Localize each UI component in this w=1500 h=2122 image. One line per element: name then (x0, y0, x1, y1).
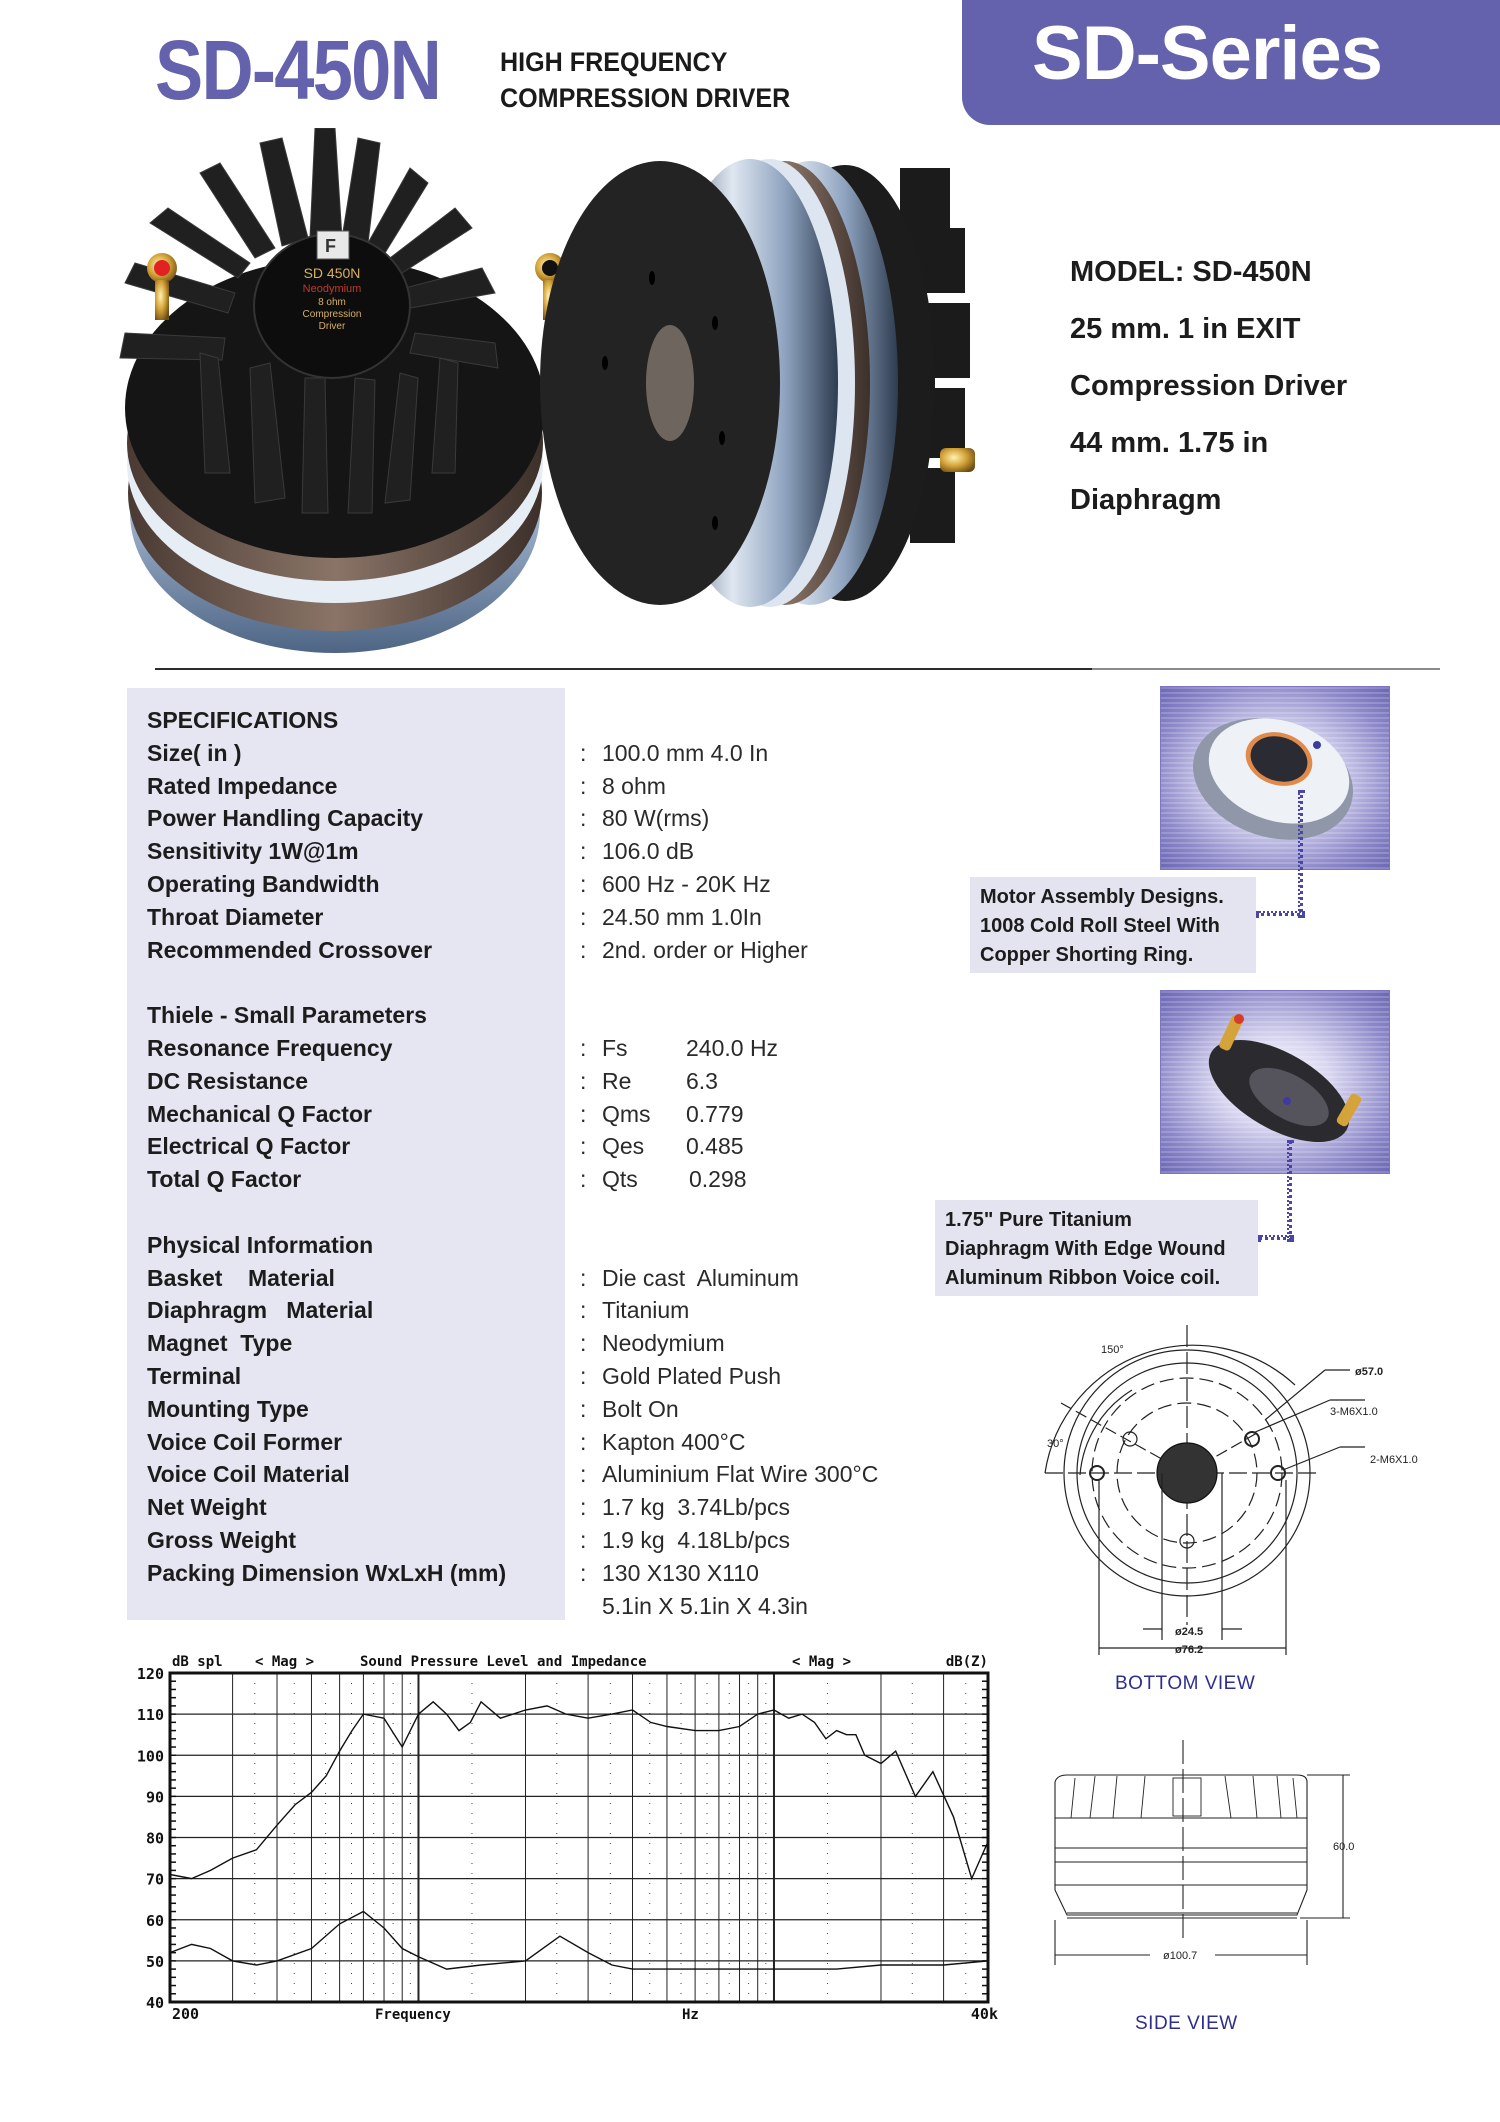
svg-text:40k: 40k (970, 2005, 998, 2023)
product-subtitle (500, 44, 790, 116)
dim-2m6: 2-M6X1.0 (1370, 1454, 1418, 1466)
svg-text:< Mag >: < Mag > (255, 1654, 315, 1670)
ts-value: : Fs 240.0 Hz (580, 1034, 779, 1061)
model-title: SD-450N (155, 23, 441, 117)
svg-text:60: 60 (145, 1911, 164, 1930)
spec-label: Sensitivity 1W@1m (147, 838, 359, 865)
spec-value: : 80 W(rms) (580, 805, 710, 832)
svg-text:Hz: Hz (682, 2007, 699, 2023)
thiele-small-heading: Thiele - Small Parameters (147, 1002, 427, 1029)
ts-value: : Re 6.3 (580, 1067, 718, 1094)
physical-heading: Physical Information (147, 1231, 374, 1258)
ts-value: : Qes 0.485 (580, 1133, 744, 1160)
section-divider (155, 668, 1092, 670)
ts-value: : Qts 0.298 (580, 1166, 747, 1193)
frequency-response-chart (120, 1650, 1000, 2030)
ts-value: : Qms 0.779 (580, 1100, 744, 1127)
summary-exit: 25 mm. 1 in EXIT (1070, 313, 1301, 345)
product-photos (110, 128, 1040, 668)
ts-label: DC Resistance (147, 1067, 309, 1094)
product-label-type1: Compression (302, 309, 362, 320)
spec-label: Recommended Crossover (147, 936, 433, 963)
spec-values (580, 704, 878, 1622)
spec-value: : 100.0 mm 4.0 In (580, 739, 769, 766)
phys-value: : Bolt On (580, 1395, 679, 1422)
summary-type: Compression Driver (1070, 370, 1348, 402)
svg-text:F: F (325, 236, 336, 256)
subtitle-line-2: COMPRESSION DRIVER (500, 83, 791, 113)
spec-labels (147, 704, 506, 1590)
phys-label: Packing Dimension WxLxH (mm) (147, 1559, 507, 1586)
diaphragm-callout: 1.75" Pure Titanium Diaphragm With Edge Wound Aluminum Ribbon Voice coil. (935, 1200, 1258, 1296)
product-label-magnet: Neodymium (302, 283, 362, 295)
dim-57: ø57.0 (1355, 1366, 1384, 1378)
phys-label: Mounting Type (147, 1395, 309, 1422)
phys-label: Voice Coil Material (147, 1461, 350, 1488)
diaphragm-callout-leader (1287, 1140, 1292, 1242)
section-divider-right (1092, 668, 1440, 670)
phys-value: : Die cast Aluminum (580, 1264, 799, 1291)
phys-value: : Gold Plated Push (580, 1362, 782, 1389)
ts-label: Total Q Factor (147, 1166, 302, 1193)
svg-text:120: 120 (136, 1665, 164, 1683)
phys-value: : Kapton 400°C (580, 1428, 746, 1455)
spec-label: Throat Diameter (147, 903, 324, 930)
spec-label: Operating Bandwidth (147, 870, 380, 897)
svg-text:100: 100 (136, 1747, 164, 1766)
dim-24: ø24.5 (1175, 1626, 1204, 1638)
ts-label: Electrical Q Factor (147, 1133, 351, 1160)
svg-text:80: 80 (145, 1829, 164, 1848)
phys-label: Net Weight (147, 1494, 267, 1521)
phys-value: : Titanium (580, 1297, 690, 1324)
svg-text:40: 40 (145, 1994, 164, 2012)
product-label-type2: Driver (318, 321, 346, 332)
dim-3m6: 3-M6X1.0 (1330, 1406, 1378, 1418)
phys-label: Diaphragm Material (147, 1297, 374, 1324)
phys-label: Basket Material (147, 1264, 335, 1291)
driver-back-photo (540, 159, 975, 607)
phys-value: : Aluminium Flat Wire 300°C (580, 1461, 879, 1488)
diaphragm-image (1160, 990, 1390, 1174)
spec-label: Size( in ) (147, 739, 242, 766)
phys-label: Voice Coil Former (147, 1428, 343, 1455)
side-view-label: SIDE VIEW (1135, 2013, 1238, 2034)
dim-30: 30° (1047, 1438, 1064, 1450)
specifications-heading: SPECIFICATIONS (147, 707, 339, 733)
svg-text:dB spl: dB spl (172, 1654, 223, 1670)
svg-text:70: 70 (145, 1870, 164, 1889)
phys-value: 5.1in X 5.1in X 4.3in (602, 1592, 808, 1619)
phys-value: : 130 X130 X110 (580, 1559, 759, 1586)
driver-front-photo (120, 128, 565, 653)
svg-text:< Mag >: < Mag > (792, 1654, 852, 1670)
summary-diaphragm-size: 44 mm. 1.75 in (1070, 427, 1269, 459)
spec-value: : 8 ohm (580, 772, 666, 799)
svg-text:Frequency: Frequency (375, 2007, 451, 2023)
ts-label: Mechanical Q Factor (147, 1100, 372, 1127)
spec-value: : 600 Hz - 20K Hz (580, 870, 771, 897)
bottom-view-label: BOTTOM VIEW (1115, 1673, 1256, 1694)
bottom-view-drawing (1025, 1325, 1465, 1670)
product-label-model: SD 450N (303, 265, 361, 281)
product-label-impedance: 8 ohm (318, 297, 346, 308)
svg-text:90: 90 (145, 1788, 164, 1807)
svg-text:110: 110 (136, 1706, 164, 1725)
dim-diameter: ø100.7 (1163, 1950, 1198, 1962)
series-label: SD-Series (1032, 11, 1383, 96)
svg-text:200: 200 (172, 2005, 200, 2023)
side-view-drawing (1045, 1740, 1365, 1970)
diaphragm-callout-leader-h (1258, 1235, 1294, 1240)
spec-value: : 24.50 mm 1.0In (580, 903, 762, 930)
ts-label: Resonance Frequency (147, 1034, 393, 1061)
phys-label: Terminal (147, 1362, 242, 1389)
subtitle-line-1: HIGH FREQUENCY (500, 47, 728, 77)
spec-value: : 2nd. order or Higher (580, 936, 808, 963)
driver-illustration (110, 128, 1040, 668)
series-banner (962, 0, 1500, 125)
spec-label: Power Handling Capacity (147, 805, 424, 832)
phys-value: : 1.7 kg 3.74Lb/pcs (580, 1494, 790, 1521)
svg-text:Sound Pressure Level and Imped: Sound Pressure Level and Impedance (360, 1654, 647, 1670)
dim-150: 150° (1101, 1344, 1124, 1356)
dim-76: ø76.2 (1175, 1644, 1204, 1656)
chart-canvas (120, 1650, 1000, 2030)
motor-assembly-image (1160, 686, 1390, 870)
dim-height: 60.0 (1333, 1841, 1355, 1853)
phys-value: : Neodymium (580, 1330, 725, 1357)
phys-value: : 1.9 kg 4.18Lb/pcs (580, 1526, 790, 1553)
phys-label: Gross Weight (147, 1526, 297, 1553)
phys-label: Magnet Type (147, 1330, 293, 1357)
spec-label: Rated Impedance (147, 772, 338, 799)
svg-text:50: 50 (145, 1952, 164, 1971)
svg-text:dB(Z): dB(Z) (945, 1654, 988, 1670)
summary-model: MODEL: SD-450N (1070, 256, 1312, 288)
summary-diaphragm: Diaphragm (1070, 484, 1222, 516)
motor-callout: Motor Assembly Designs. 1008 Cold Roll Steel With Copper Shorting Ring. (970, 877, 1256, 973)
motor-callout-leader-h (1256, 911, 1305, 916)
model-summary (1070, 244, 1347, 529)
spec-value: : 106.0 dB (580, 838, 695, 865)
motor-callout-leader (1298, 790, 1303, 918)
